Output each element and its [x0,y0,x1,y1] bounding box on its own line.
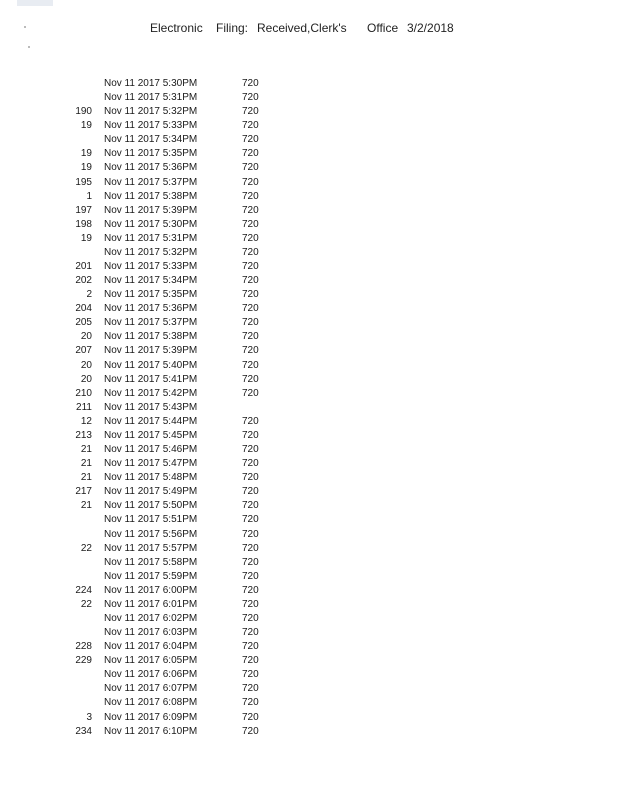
filing-table [0,77,618,739]
row-timestamp: Nov 11 2017 6:01PM [104,598,198,610]
table-row [0,246,618,260]
row-timestamp: Nov 11 2017 5:41PM [104,373,198,385]
row-timestamp: Nov 11 2017 5:31PM [104,92,198,104]
table-row [0,176,618,190]
row-amount: 720 [242,514,259,526]
header-filing: Filing: [216,21,249,35]
table-row [0,415,618,429]
table-row [0,77,618,91]
row-id: 21 [80,444,92,456]
table-row [0,359,618,373]
row-timestamp: Nov 11 2017 5:32PM [104,246,198,258]
row-timestamp: Nov 11 2017 5:40PM [104,359,198,371]
row-id: 224 [75,584,92,596]
table-row [0,218,618,232]
row-timestamp: Nov 11 2017 5:36PM [104,162,198,174]
table-row [0,373,618,387]
row-timestamp: Nov 11 2017 5:47PM [104,458,198,470]
scan-smudge [17,0,53,6]
table-row [0,711,618,725]
row-amount: 720 [242,331,259,343]
row-timestamp: Nov 11 2017 5:51PM [104,514,198,526]
row-timestamp: Nov 11 2017 5:44PM [104,415,198,427]
row-amount: 720 [242,218,259,230]
row-amount: 720 [242,486,259,498]
row-timestamp: Nov 11 2017 5:34PM [104,134,198,146]
row-timestamp: Nov 11 2017 5:30PM [104,78,198,89]
row-id: 229 [75,655,92,667]
row-amount: 720 [242,246,259,258]
row-amount: 720 [242,528,259,540]
table-row [0,344,618,358]
row-id: 190 [75,106,92,118]
row-timestamp: Nov 11 2017 6:05PM [104,655,198,667]
table-row [0,499,618,513]
row-amount: 720 [242,697,259,709]
row-id: 195 [75,176,92,188]
row-id: 20 [80,373,92,385]
row-timestamp: Nov 11 2017 5:56PM [104,528,198,540]
row-amount: 720 [242,584,259,596]
row-id: 207 [75,345,92,357]
table-row [0,190,618,204]
table-row [0,147,618,161]
row-timestamp: Nov 11 2017 6:02PM [104,612,198,624]
row-amount: 720 [242,204,259,216]
row-timestamp: Nov 11 2017 5:37PM [104,176,198,188]
row-amount: 720 [242,303,259,315]
row-id: 204 [75,303,92,315]
row-id: 22 [80,542,92,554]
row-id: 3 [86,711,92,723]
table-row [0,682,618,696]
row-timestamp: Nov 11 2017 6:06PM [104,669,198,681]
row-amount: 720 [242,725,259,737]
table-row [0,725,618,739]
row-amount: 720 [242,669,259,681]
row-id: 22 [80,598,92,610]
row-id: 217 [75,486,92,498]
table-row [0,654,618,668]
table-row [0,330,618,344]
row-amount: 720 [242,176,259,188]
table-row [0,668,618,682]
table-row [0,640,618,654]
table-row [0,288,618,302]
row-timestamp: Nov 11 2017 5:38PM [104,331,198,343]
row-id: 19 [80,232,92,244]
row-amount: 720 [242,556,259,568]
row-amount: 720 [242,373,259,385]
row-timestamp: Nov 11 2017 5:48PM [104,472,198,484]
table-row [0,316,618,330]
row-timestamp: Nov 11 2017 5:43PM [104,401,198,413]
row-timestamp: Nov 11 2017 5:59PM [104,570,198,582]
row-timestamp: Nov 11 2017 5:42PM [104,387,198,399]
row-id: 19 [80,162,92,174]
row-id: 205 [75,317,92,329]
table-row [0,401,618,415]
row-amount: 720 [242,458,259,470]
row-timestamp: Nov 11 2017 5:49PM [104,486,198,498]
row-amount: 720 [242,78,259,89]
row-amount: 720 [242,612,259,624]
row-amount: 720 [242,711,259,723]
header-date: 3/2/2018 [407,21,454,35]
row-timestamp: Nov 11 2017 6:04PM [104,641,198,653]
row-amount: 720 [242,444,259,456]
row-timestamp: Nov 11 2017 5:32PM [104,106,198,118]
row-id: 19 [80,148,92,160]
row-amount: 720 [242,162,259,174]
row-timestamp: Nov 11 2017 5:45PM [104,429,198,441]
row-id: 2 [86,289,92,301]
row-id: 213 [75,429,92,441]
row-amount: 720 [242,683,259,695]
row-id: 19 [80,120,92,132]
row-timestamp: Nov 11 2017 5:50PM [104,500,198,512]
row-id: 201 [75,261,92,273]
row-timestamp: Nov 11 2017 5:39PM [104,345,198,357]
row-id: 21 [80,472,92,484]
table-row [0,133,618,147]
row-amount: 720 [242,148,259,160]
table-row [0,542,618,556]
row-timestamp: Nov 11 2017 6:10PM [104,725,198,737]
row-amount: 720 [242,134,259,146]
row-id: 211 [76,401,92,413]
table-row [0,232,618,246]
row-id: 210 [75,387,92,399]
row-amount: 720 [242,387,259,399]
row-amount: 720 [242,429,259,441]
table-row [0,274,618,288]
table-row [0,302,618,316]
table-row [0,513,618,527]
row-id: 12 [80,415,92,427]
row-amount: 720 [242,655,259,667]
row-id: 228 [75,641,92,653]
table-row [0,105,618,119]
row-amount: 720 [242,289,259,301]
row-id: 198 [75,218,92,230]
row-amount: 720 [242,232,259,244]
row-timestamp: Nov 11 2017 6:00PM [104,584,198,596]
table-row [0,696,618,710]
row-timestamp: Nov 11 2017 5:38PM [104,190,198,202]
row-timestamp: Nov 11 2017 5:33PM [104,120,198,132]
row-id: 20 [80,331,92,343]
table-row [0,91,618,105]
row-timestamp: Nov 11 2017 5:58PM [104,556,198,568]
table-row [0,119,618,133]
header-received: Received,Clerk's [257,21,347,35]
row-timestamp: Nov 11 2017 6:08PM [104,697,198,709]
row-amount: 720 [242,570,259,582]
table-row [0,570,618,584]
table-row [0,584,618,598]
row-timestamp: Nov 11 2017 5:34PM [104,275,198,287]
row-id: 197 [75,204,92,216]
row-timestamp: Nov 11 2017 6:03PM [104,627,198,639]
table-row [0,260,618,274]
header-office: Office [367,21,399,35]
row-timestamp: Nov 11 2017 5:39PM [104,204,198,216]
row-timestamp: Nov 11 2017 5:35PM [104,289,198,301]
row-amount: 720 [242,472,259,484]
row-timestamp: Nov 11 2017 5:36PM [104,303,198,315]
table-row [0,161,618,175]
row-id: 21 [80,458,92,470]
row-amount: 720 [242,627,259,639]
filing-header [0,21,618,37]
row-amount: 720 [242,317,259,329]
table-row [0,612,618,626]
row-amount: 720 [242,598,259,610]
row-timestamp: Nov 11 2017 6:07PM [104,683,198,695]
row-amount: 720 [242,359,259,371]
row-amount: 720 [242,261,259,273]
row-amount: 720 [242,415,259,427]
row-amount: 720 [242,345,259,357]
table-row [0,471,618,485]
row-amount: 720 [242,641,259,653]
row-timestamp: Nov 11 2017 5:57PM [104,542,198,554]
table-row [0,457,618,471]
row-amount: 720 [242,120,259,132]
table-row [0,429,618,443]
scan-speck [28,46,30,48]
row-id: 20 [80,359,92,371]
row-timestamp: Nov 11 2017 5:46PM [104,444,198,456]
table-row [0,626,618,640]
table-row [0,485,618,499]
header-electronic: Electronic [150,21,203,35]
table-row [0,387,618,401]
table-row [0,443,618,457]
table-row [0,598,618,612]
row-amount: 720 [242,92,259,104]
row-timestamp: Nov 11 2017 5:37PM [104,317,198,329]
row-amount: 720 [242,190,259,202]
row-timestamp: Nov 11 2017 6:09PM [104,711,198,723]
row-id: 202 [75,275,92,287]
row-id: 234 [75,725,92,737]
row-timestamp: Nov 11 2017 5:30PM [104,218,198,230]
row-timestamp: Nov 11 2017 5:31PM [104,232,198,244]
row-timestamp: Nov 11 2017 5:35PM [104,148,198,160]
row-amount: 720 [242,106,259,118]
row-amount: 720 [242,542,259,554]
row-timestamp: Nov 11 2017 5:33PM [104,261,198,273]
row-amount: 720 [242,500,259,512]
table-row [0,556,618,570]
row-id: 1 [86,190,92,202]
row-id: 21 [80,500,92,512]
row-amount: 720 [242,275,259,287]
table-row [0,528,618,542]
table-row [0,204,618,218]
